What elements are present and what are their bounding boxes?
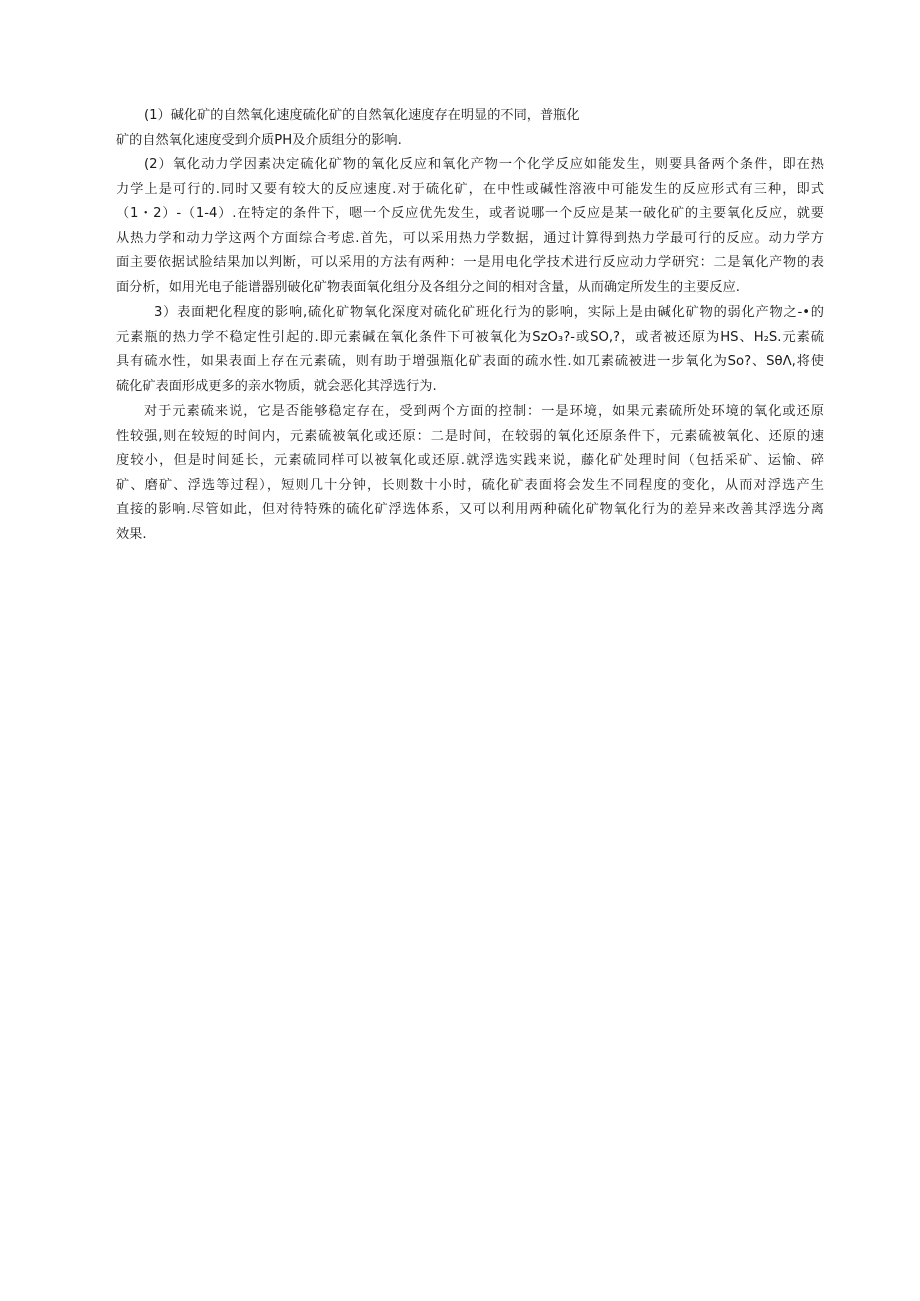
paragraph-line: 从热力学和动力学这两个方面综合考虑.首先，可以采用热力学数据，通过计算得到热力学最可行的反应。动力学方: [116, 230, 824, 246]
paragraph-natural-oxidation: [116, 104, 824, 153]
paragraph-line: (2）氧化动力学因素决定硫化矿物的氧化反应和氧化产物一个化学反应如能发生，则要具备两个条件，即在热: [144, 157, 824, 172]
paragraph-line: (1）碱化矿的自然氧化速度硫化矿的自然氧化速度存在明显的不同，普瓶化: [144, 108, 580, 123]
paragraph-line: 力学上是可行的.同时又要有较大的反应速度.对于硫化矿，在中性或碱性溶液中可能发生的反应形式有三种，即式: [116, 181, 824, 197]
paragraph-line: 矿的自然氧化速度受到介质PH及介质组分的影响.: [116, 132, 402, 148]
paragraph-line: 元素瓶的热力学不稳定性引起的.即元素碱在氧化条件下可被氧化为SzO₃?-或SO,?，或者被还原为HS、H₂S.元素硫: [116, 329, 824, 345]
paragraph-line: 效果.: [116, 526, 147, 542]
paragraph-line: 面主要依据试脸结果加以判断，可以采用的方法有两种：一是用电化学技术进行反应动力学研究：二是氧化产物的表: [116, 255, 824, 271]
paragraph-line: 面分析，如用光电子能谱器别破化矿物表面氧化组分及各组分之间的相对含量，从而确定所发生的主要反应.: [116, 279, 741, 295]
paragraph-line: 具有硫水性，如果表面上存在元素硫，则有助于增强瓶化矿表面的疏水性.如兀素硫被进一步氧化为So?、SθΛ,将使: [116, 354, 824, 370]
paragraph-elemental-sulfur: [116, 400, 824, 548]
paragraph-line: 度较小，但是时间延长，元素硫同样可以被氧化或还原.就浮选实践来说，藤化矿处理时间（包括采矿、运愉、碎: [116, 453, 824, 469]
paragraph-surface-oxidation: [116, 301, 824, 399]
paragraph-line: 3）表面耙化程度的影响,硫化矿物氧化深度对硫化矿班化行为的影响，实际上是由碱化矿物的弱化产物之-•的: [154, 305, 824, 320]
paragraph-line: 对于元素硫来说，它是否能够稳定存在，受到两个方面的控制：一是环境，如果元素硫所处环境的氧化或还原: [144, 404, 824, 419]
paragraph-line: 性较强,则在较短的时间内，元素硫被氧化或还原：二是时间，在较弱的氧化还原条件下，元素硫被氧化、还原的速: [116, 428, 824, 444]
paragraph-line: 硫化矿表面形成更多的亲水物质，就会恶化其浮选行为.: [116, 378, 437, 394]
paragraph-line: 直接的影响.尽管如此，但对待特殊的硫化矿浮选体系，又可以利用两种硫化矿物氧化行为的差异来改善其浮选分离: [116, 502, 824, 518]
paragraph-line: （1・2）-（1-4）.在特定的条件下，嗯一个反应优先发生，或者说哪一个反应是某一破化矿的主要氧化反应，就要: [116, 206, 824, 222]
paragraph-oxidation-kinetics: [116, 153, 824, 301]
paragraph-line: 矿、磨矿、浮选等过程），短则几十分钟，长则数十小时，硫化矿表面将会发生不同程度的变化，从而对浮选产生: [116, 477, 824, 493]
